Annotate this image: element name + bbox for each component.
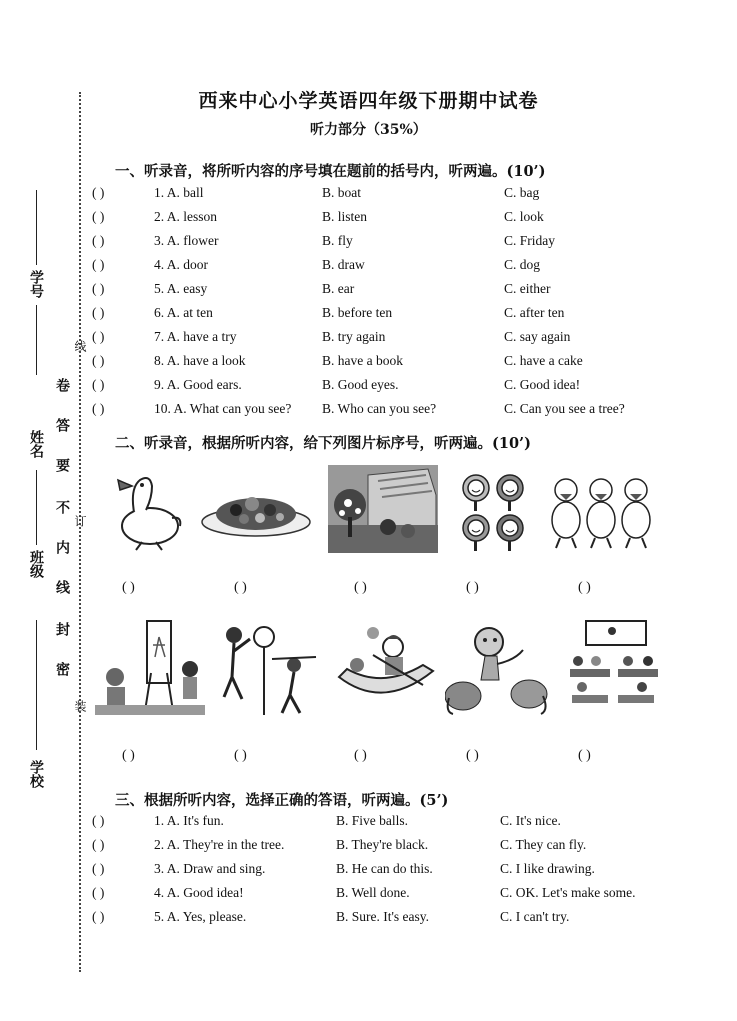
option-a: 6. A. at ten — [154, 305, 213, 320]
answer-blank[interactable]: ( ) — [92, 257, 105, 272]
seal-char-5: 不 — [54, 500, 70, 514]
question-row — [92, 185, 712, 207]
option-b: B. They're black. — [336, 837, 429, 852]
option-a: 10. A. What can you see? — [154, 401, 292, 416]
question-row — [92, 281, 712, 303]
picture-blank[interactable]: ( ) — [122, 748, 135, 763]
picture-painting-children — [95, 617, 205, 715]
binding-dotted-line — [79, 92, 81, 972]
option-a: 2. A. They're in the tree. — [154, 837, 285, 852]
option-c: C. I can't try. — [500, 909, 570, 924]
option-c: C. either — [504, 281, 551, 296]
option-a: 1. A. It's fun. — [154, 813, 224, 828]
picture-blank[interactable]: ( ) — [354, 580, 367, 595]
seal-char-1: 线 — [73, 340, 87, 352]
option-b: B. Good eyes. — [322, 377, 399, 392]
field-line-student-id — [36, 190, 37, 265]
answer-blank[interactable]: ( ) — [92, 209, 105, 224]
seal-char-10: 密 — [54, 662, 70, 676]
seal-char-7: 订 — [73, 515, 87, 527]
option-b: B. draw — [322, 257, 365, 272]
question-row — [92, 377, 712, 399]
question-row — [92, 909, 712, 931]
option-b: B. fly — [322, 233, 353, 248]
option-c: C. OK. Let's make some. — [500, 885, 636, 900]
seal-char-9: 封 — [54, 622, 70, 636]
picture-blank[interactable]: ( ) — [466, 580, 479, 595]
option-c: C. They can fly. — [500, 837, 587, 852]
picture-three-ducks — [546, 470, 656, 552]
answer-blank[interactable]: ( ) — [92, 377, 105, 392]
option-a: 2. A. lesson — [154, 209, 218, 224]
option-a: 4. A. door — [154, 257, 208, 272]
question-row — [92, 209, 712, 231]
option-c: C. Friday — [504, 233, 556, 248]
option-c: C. It's nice. — [500, 813, 561, 828]
option-b: B. He can do this. — [336, 861, 433, 876]
answer-blank[interactable]: ( ) — [92, 305, 105, 320]
answer-blank[interactable]: ( ) — [92, 885, 105, 900]
answer-blank[interactable]: ( ) — [92, 813, 105, 828]
option-a: 5. A. Yes, please. — [154, 909, 247, 924]
field-label-school: 学校 — [28, 760, 44, 788]
section3-title: 三、根据所听内容，选择正确的答语，听两遍。(5’) — [115, 792, 449, 809]
seal-char-2: 卷 — [54, 378, 70, 392]
picture-blank[interactable]: ( ) — [578, 580, 591, 595]
option-c: C. bag — [504, 185, 540, 200]
option-c: C. I like drawing. — [500, 861, 595, 876]
picture-boy-in-boat — [333, 625, 438, 715]
option-b: B. boat — [322, 185, 361, 200]
seal-char-6: 内 — [54, 540, 70, 554]
seal-char-3: 答 — [54, 418, 70, 432]
seal-char-4: 要 — [54, 458, 70, 472]
question-row — [92, 353, 712, 375]
option-a: 5. A. easy — [154, 281, 208, 296]
option-b: B. listen — [322, 209, 368, 224]
field-label-student-id: 学号 — [28, 270, 44, 298]
answer-blank[interactable]: ( ) — [92, 329, 105, 344]
option-b: B. Well done. — [336, 885, 410, 900]
answer-blank[interactable]: ( ) — [92, 909, 105, 924]
answer-blank[interactable]: ( ) — [92, 281, 105, 296]
option-a: 3. A. Draw and sing. — [154, 861, 266, 876]
answer-blank[interactable]: ( ) — [92, 837, 105, 852]
option-b: B. try again — [322, 329, 386, 344]
picture-classroom — [562, 617, 662, 715]
picture-duck — [112, 468, 184, 553]
question-row — [92, 837, 712, 859]
seal-char-11: 装 — [73, 700, 87, 712]
answer-blank[interactable]: ( ) — [92, 401, 105, 416]
option-b: B. before ten — [322, 305, 393, 320]
option-a: 8. A. have a look — [154, 353, 246, 368]
option-a: 3. A. flower — [154, 233, 219, 248]
option-c: C. have a cake — [504, 353, 583, 368]
option-c: C. Can you see a tree? — [504, 401, 625, 416]
field-line-class — [36, 620, 37, 750]
question-row — [92, 885, 712, 907]
question-row — [92, 861, 712, 883]
option-b: B. ear — [322, 281, 355, 296]
picture-sports-kids — [212, 617, 322, 715]
picture-blank[interactable]: ( ) — [578, 748, 591, 763]
option-c: C. dog — [504, 257, 541, 272]
picture-blank[interactable]: ( ) — [122, 580, 135, 595]
picture-blanks-row2 — [0, 748, 737, 768]
option-a: 7. A. have a try — [154, 329, 237, 344]
option-b: B. Sure. It's easy. — [336, 909, 430, 924]
page-subtitle: 听力部分（35%） — [310, 122, 427, 138]
picture-blank[interactable]: ( ) — [466, 748, 479, 763]
field-label-class: 班级 — [28, 550, 44, 578]
question-row — [92, 813, 712, 835]
picture-sunflowers — [460, 470, 526, 554]
picture-salad-plate — [200, 488, 312, 540]
option-c: C. after ten — [504, 305, 565, 320]
answer-blank[interactable]: ( ) — [92, 861, 105, 876]
option-a: 9. A. Good ears. — [154, 377, 242, 392]
answer-blank[interactable]: ( ) — [92, 353, 105, 368]
question-row — [92, 257, 712, 279]
question-row — [92, 305, 712, 327]
option-a: 4. A. Good idea! — [154, 885, 244, 900]
picture-blank[interactable]: ( ) — [234, 748, 247, 763]
field-label-name: 姓名 — [28, 430, 44, 458]
section2-title: 二、听录音，根据所听内容，给下列图片标序号，听两遍。(10’) — [115, 435, 531, 452]
picture-house-garden — [328, 465, 438, 553]
question-row — [92, 401, 712, 423]
option-b: B. have a book — [322, 353, 403, 368]
page-title: 西来中心小学英语四年级下册期中试卷 — [198, 90, 539, 112]
picture-blanks-row1 — [0, 580, 737, 600]
field-line-name — [36, 470, 37, 545]
question-row — [92, 329, 712, 351]
option-c: C. Good idea! — [504, 377, 581, 392]
option-c: C. say again — [504, 329, 571, 344]
answer-blank[interactable]: ( ) — [92, 233, 105, 248]
field-line-student-id-2 — [36, 305, 37, 375]
picture-monkey-elephants — [445, 620, 550, 715]
option-b: B. Who can you see? — [322, 401, 437, 416]
picture-blank[interactable]: ( ) — [234, 580, 247, 595]
option-c: C. look — [504, 209, 544, 224]
answer-blank[interactable]: ( ) — [92, 185, 105, 200]
option-b: B. Five balls. — [336, 813, 409, 828]
seal-char-8: 线 — [54, 580, 70, 594]
option-a: 1. A. ball — [154, 185, 204, 200]
section1-title: 一、听录音，将所听内容的序号填在题前的括号内，听两遍。(10’) — [115, 163, 546, 180]
question-row — [92, 233, 712, 255]
picture-blank[interactable]: ( ) — [354, 748, 367, 763]
